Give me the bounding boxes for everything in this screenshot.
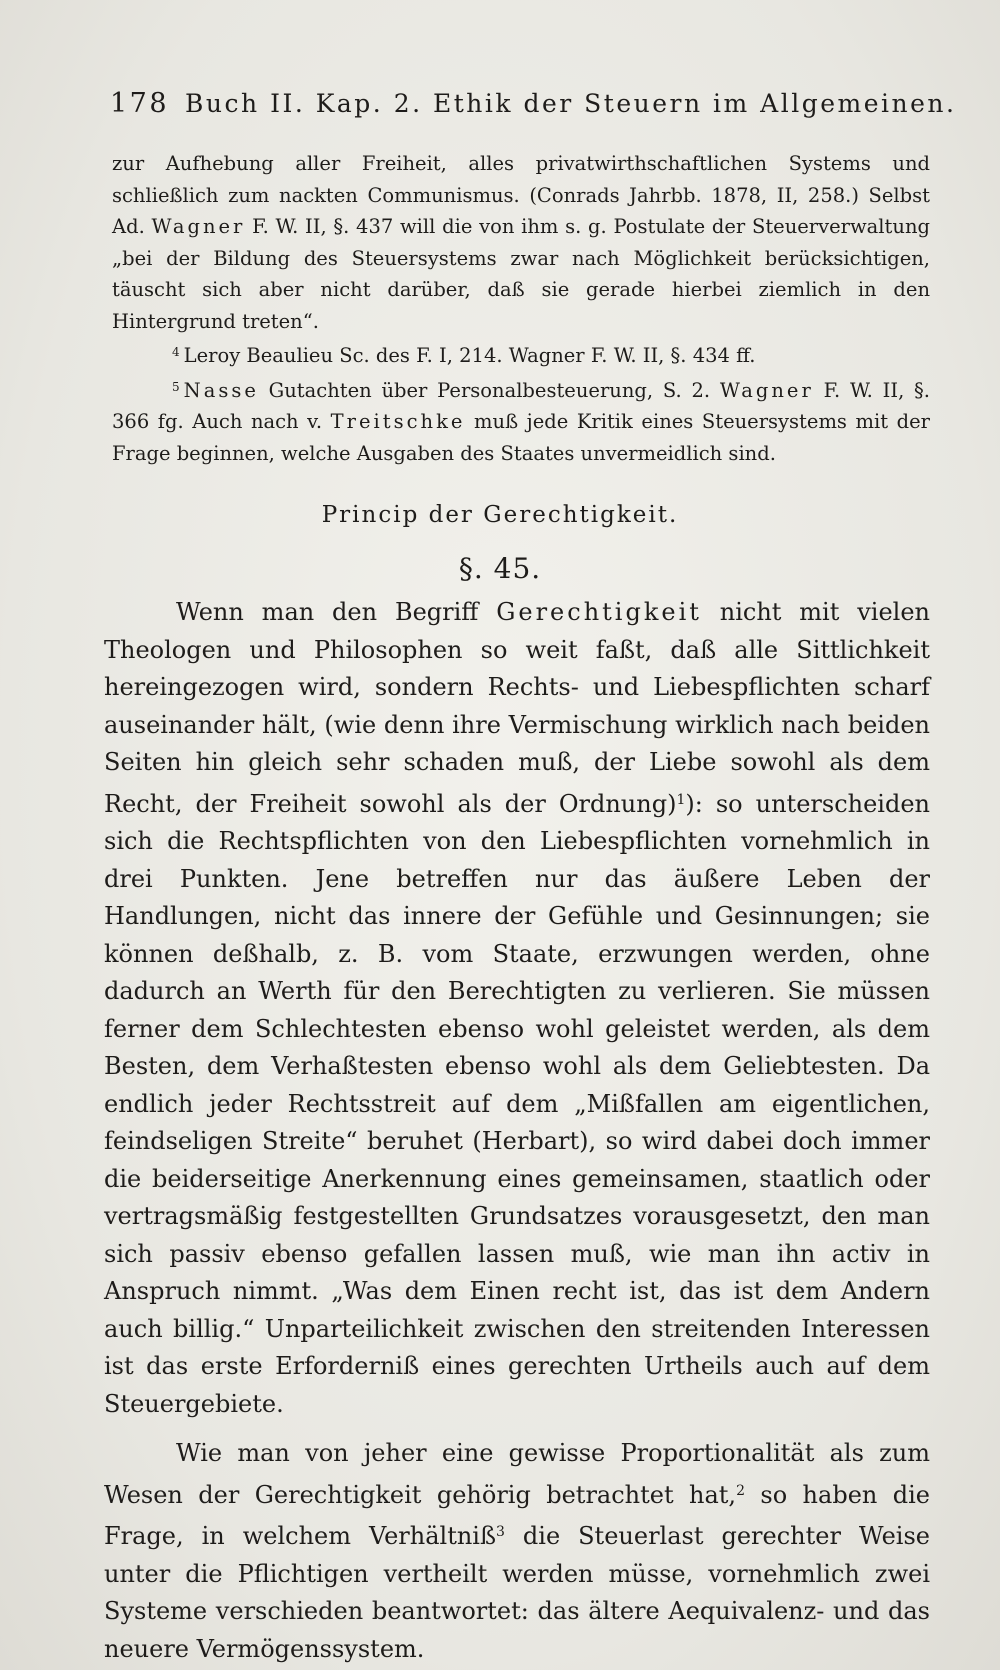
footnote-marker: 5 [172, 379, 180, 394]
page-number: 178 [110, 88, 170, 119]
footnote-marker: 4 [172, 345, 180, 359]
footnote-ref: 3 [496, 1524, 505, 1540]
subheading: Princip der Gerechtigkeit. [321, 502, 679, 528]
running-header [110, 88, 957, 119]
body-text [104, 594, 930, 1668]
paragraph-text: die Steuerlast gerechter Weise unter die Pflichtigen vertheilt werden müsse, vornehmlich zwei Systeme verschieden beantwortet: das ältere Aequivalenz- und das neuere Vermögenssystem. [104, 1522, 930, 1663]
spaced-name: Nasse [183, 378, 259, 402]
spaced-name: Treitschke [330, 410, 466, 433]
paragraph-text: so haben die Frage, in welchem Verhältniß [104, 1480, 930, 1550]
footnote-continuation [112, 148, 930, 337]
note-text: F. W. II, §. 366 fg. Auch nach v. [112, 378, 930, 433]
paragraph-text: Wenn man den Begriff [176, 598, 497, 626]
note-text: Leroy Beaulieu Sc. des F. I, 214. Wagner F. W. II, §. 434 ff. [183, 344, 756, 367]
paragraph-text: ): so unterscheiden sich die Rechtspflichten von den Liebespflichten vornehmlich in drei Punkten. Jene betreffen nur das äußere Leben der Handlungen, nicht das innere der Gefühle und Gesinnungen; sie können deßhalb, z. B. vom Staate, erzwungen werden, ohne dadurch an Werth für den Berechtigten zu verlieren. Sie müssen ferner dem Schlechtesten ebenso wohl geleistet werden, als dem Besten, dem Verhaßtesten ebenso wohl als dem Geliebtesten. Da endlich jeder Rechtsstreit auf dem „Mißfallen am eigentlichen, feindseligen Streite“ beruhet (Herbart), so wird dabei doch immer die beiderseitige Anerkennung eines gemeinsamen, staatlich oder vertragsmäßig festgestellten Grundsatzes vorausgesetzt, den man sich passiv ebenso gefallen lassen muß, wie man ihn activ in Anspruch nimmt. „Was dem Einen recht ist, das ist dem Andern auch billig.“ Unparteilichkeit zwischen den streitenden Interessen ist das erste Erforderniß eines gerechten Urtheils auch auf dem Steuergebiete. [104, 789, 930, 1418]
note-text: Gutachten über Personalbesteuerung, S. 2. [258, 378, 720, 402]
running-title: Buch II. Kap. 2. Ethik der Steuern im Allgemeinen. [185, 89, 957, 118]
spaced-name: Wagner [151, 215, 246, 238]
spaced-name: Wagner [719, 378, 814, 402]
note-text: F. W. II, §. 437 will die von ihm s. g. Postulate der Steuerverwaltung „bei der Bildung des Steuersystems zwar nach Möglichkeit berücksichtigen, täuscht sich aber nicht darüber, daß sie gerade hierbei ziemlich in den Hintergrund treten“. [112, 215, 930, 333]
footnotes [112, 148, 930, 469]
paragraph-text: nicht mit vielen Theologen und Philosophen so weit faßt, daß alle Sittlichkeit hereingezogen wird, sondern Rechts- und Liebespflichten scharf auseinander hält, (wie denn ihre Vermischung wirklich nach beiden Seiten hin gleich sehr schaden muß, der Liebe sowohl als dem Recht, der Freiheit sowohl als der Ordnung) [104, 598, 930, 818]
section-number: §. 45. [458, 552, 542, 585]
paragraph-2 [104, 1435, 930, 1668]
paragraph-1 [104, 594, 930, 1423]
note-text: muß jede Kritik eines Steuersystems mit der Frage beginnen, welche Ausgaben des Staates unvermeidlich sind. [112, 410, 930, 465]
footnote-5 [112, 372, 930, 470]
footnote-4 [112, 337, 930, 372]
paragraph-text: Wie man von jeher eine gewisse Proportionalität als zum Wesen der Gerechtigkeit gehörig betrachtet hat, [104, 1439, 930, 1509]
note-text: zur Aufhebung aller Freiheit, alles privatwirthschaftlichen Systems und schließlich zum nackten Communismus. (Conrads Jahrbb. 1878, II, 258.) Selbst Ad. [112, 152, 930, 238]
emphasized-term: Gerechtigkeit [496, 598, 702, 626]
footnote-ref: 1 [676, 791, 686, 808]
footnote-ref: 2 [736, 1482, 745, 1499]
